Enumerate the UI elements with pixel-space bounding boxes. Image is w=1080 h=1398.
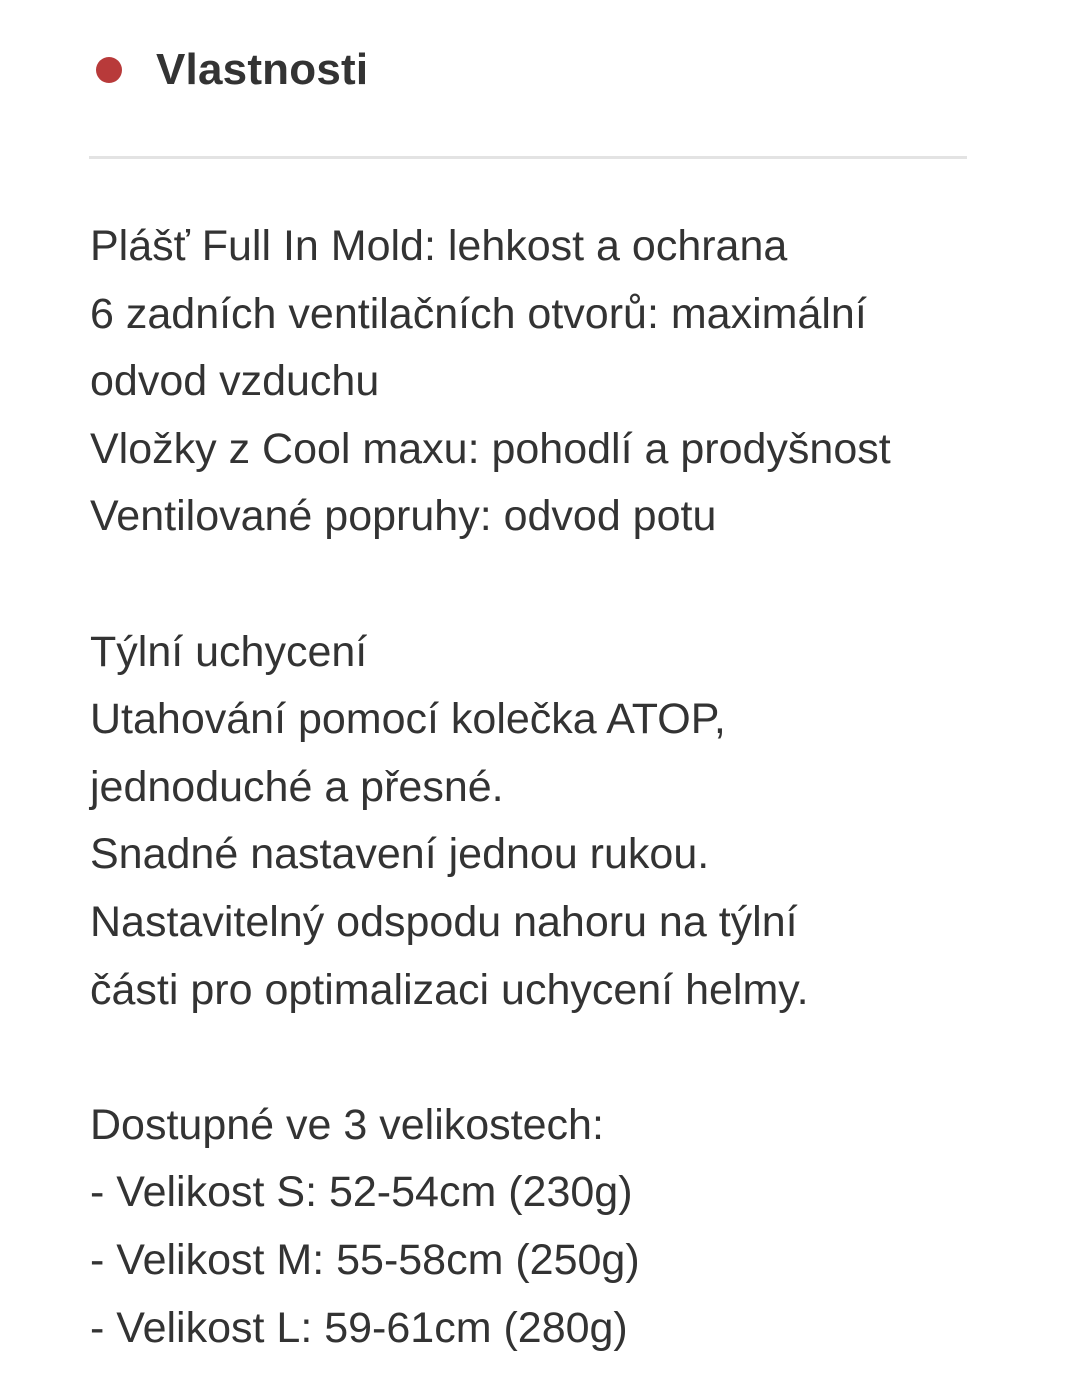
sizes-heading: Dostupné ve 3 velikostech:	[90, 1100, 604, 1149]
feature-line: odvod vzduchu	[90, 357, 380, 406]
feature-line: Ventilované popruhy: odvod potu	[90, 492, 717, 541]
size-item: - Velikost L: 59-61cm (280g)	[90, 1303, 628, 1352]
feature-line: Týlní uchycení	[90, 627, 368, 676]
feature-line: Vložky z Cool maxu: pohodlí a prodyšnost	[90, 424, 891, 473]
feature-line: Plášť Full In Mold: lehkost a ochrana	[90, 222, 788, 270]
size-item: - Velikost M: 55-58cm (250g)	[90, 1235, 640, 1284]
feature-line: jednoduché a přesné.	[90, 762, 504, 811]
feature-line: Utahování pomocí kolečka ATOP,	[90, 695, 726, 744]
feature-line: 6 zadních ventilačních otvorů: maximální	[90, 289, 867, 338]
feature-line: části pro optimalizaci uchycení helmy.	[90, 965, 809, 1014]
bullet-dot-icon	[96, 57, 122, 83]
feature-line: Nastavitelný odspodu nahoru na týlní	[90, 897, 798, 946]
section-header[interactable]	[96, 40, 368, 100]
features-content	[90, 213, 990, 1362]
paragraph-spacer	[90, 551, 990, 619]
feature-line: Snadné nastavení jednou rukou.	[90, 830, 710, 879]
paragraph-spacer	[90, 1024, 990, 1092]
section-title: Vlastnosti	[156, 45, 369, 94]
divider	[89, 156, 967, 159]
size-item: - Velikost S: 52-54cm (230g)	[90, 1168, 633, 1217]
